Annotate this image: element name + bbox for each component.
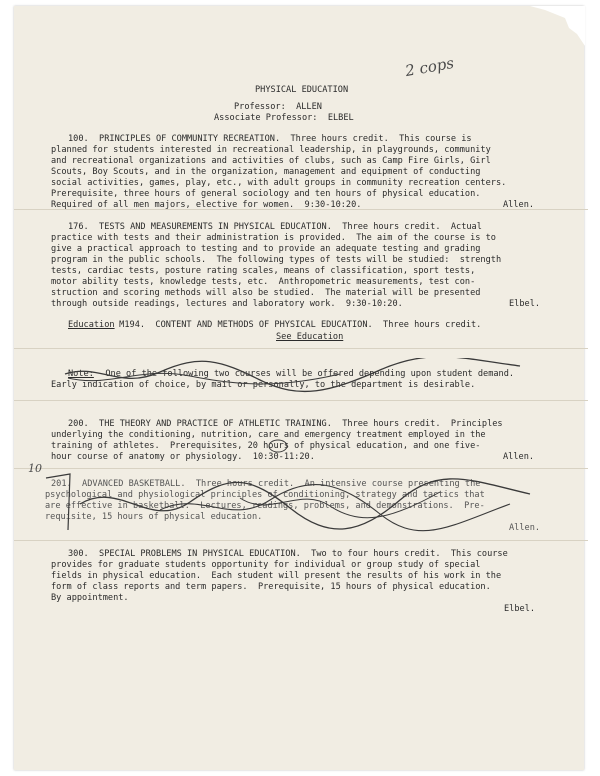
course-line: hour course of anatomy or physiology. 10:30-11:20. [51, 452, 315, 462]
instructor-name: Elbel. [504, 604, 536, 614]
pencil-annotation: 2 cops [403, 53, 456, 81]
course-line: underlying the conditioning, nutrition, care and emergency treatment employed in the [51, 430, 486, 440]
associate-professor-line: Associate Professor: ELBEL [214, 113, 354, 123]
course-line: 176. TESTS AND MEASUREMENTS IN PHYSICAL EDUCATION. Three hours credit. Actual [68, 222, 482, 232]
course-line: form of class reports and term papers. Prerequisite, 15 hours of physical education. [51, 582, 491, 592]
course-line: program in the public schools. The following types of tests will be studied: strength [51, 255, 502, 265]
torn-corner [525, 6, 585, 46]
education-course-text: M194. CONTENT AND METHODS OF PHYSICAL EDUCATION. Three hours credit. [114, 320, 482, 330]
course-line: tests, cardiac tests, posture rating scales, means of classification, sport tests, [51, 266, 476, 276]
course-line: requisite, 15 hours of physical education. [45, 512, 263, 522]
course-line: struction and scoring methods will also be studied. The material will be presented [51, 288, 481, 298]
course-line: Scouts, Boy Scouts, and in the organization, management and equipment of conducting [51, 167, 481, 177]
course-line: are effective in basketball. Lectures, readings, problems, and demonstrations. Pre- [45, 501, 485, 511]
course-line: and recreational organizations and activities of clubs, such as Camp Fire Girls, Girl [51, 156, 491, 166]
course-line: practice with tests and their administration is provided. The aim of the course is to [51, 233, 496, 243]
course-line: through outside readings, lectures and laboratory work. 9:30-10:20. [51, 299, 403, 309]
instructor-name: Allen. [509, 523, 541, 533]
course-line: 200. THE THEORY AND PRACTICE OF ATHLETIC TRAINING. Three hours credit. Principles [68, 419, 503, 429]
course-line: 300. SPECIAL PROBLEMS IN PHYSICAL EDUCATION. Two to four hours credit. This course [68, 549, 508, 559]
note-line: Early indication of choice, by mail or personally, to the department is desirable. [51, 380, 476, 390]
education-label: Education [68, 320, 115, 330]
course-line: psychological and physiological principles of conditioning, strategy and tactics that [45, 490, 485, 500]
note-label: Note: [68, 369, 94, 379]
course-line: social activities, games, play, etc., with adult groups in community recreation centers. [51, 178, 507, 188]
course-line: give a practical approach to testing and to provide an adequate testing and grading [51, 244, 481, 254]
instructor-name: Allen. [503, 452, 535, 462]
course-line: Prerequisite, three hours of general sociology and ten hours of physical education. [51, 189, 481, 199]
paste-seam [14, 540, 588, 541]
course-line: provides for graduate students opportunity for individual or group study of special [51, 560, 481, 570]
paste-seam [14, 348, 588, 349]
instructor-name: Elbel. [509, 299, 541, 309]
see-education-link: See Education [276, 332, 344, 342]
paste-seam [14, 468, 588, 469]
course-line: Required of all men majors, elective for women. 9:30-10:20. [51, 200, 362, 210]
page-title: PHYSICAL EDUCATION [255, 85, 349, 95]
course-line: training of athletes. Prerequisites, 20 hours of physical education, and one five- [51, 441, 481, 451]
paste-seam [14, 400, 588, 401]
instructor-name: Allen. [503, 200, 535, 210]
course-line: By appointment. [51, 593, 129, 603]
note-line: One of the following two courses will be offered depending upon student demand. [95, 369, 515, 379]
professor-line: Professor: ALLEN [234, 102, 322, 112]
course-line: motor ability tests, knowledge tests, etc. Anthropometric measurements, test con- [51, 277, 476, 287]
course-line: 100. PRINCIPLES OF COMMUNITY RECREATION. Three hours credit. This course is [68, 134, 472, 144]
course-line: 201. ADVANCED BASKETBALL. Three hours credit. An intensive course presenting the [51, 479, 481, 489]
course-line: planned for students interested in recreational leadership, in playgrounds, community [51, 145, 491, 155]
course-line: fields in physical education. Each student will present the results of his work in the [51, 571, 502, 581]
margin-number-annotation: 10 [28, 462, 42, 475]
